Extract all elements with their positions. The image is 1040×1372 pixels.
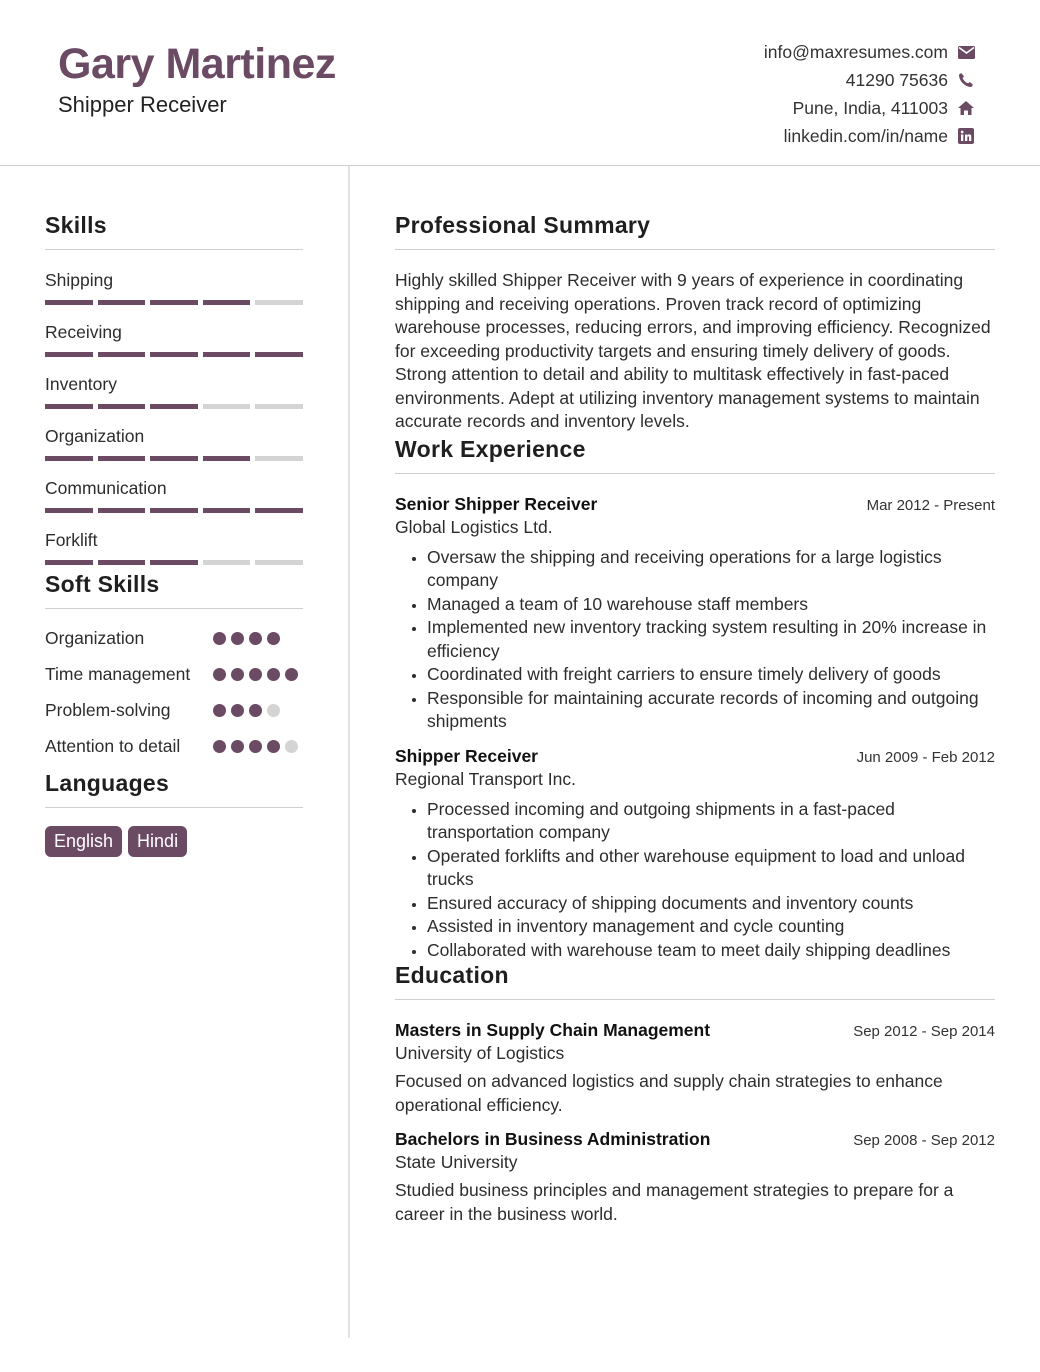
soft-skill-item	[45, 734, 303, 764]
skill-level-bar	[45, 560, 303, 565]
rating-dot	[231, 668, 244, 681]
skill-level-segment	[150, 352, 198, 357]
skill-item	[45, 477, 303, 513]
soft-skill-label: Problem-solving	[45, 700, 171, 720]
rating-dot	[249, 668, 262, 681]
contact-email-text: info@maxresumes.com	[763, 41, 948, 62]
experience-rule	[395, 473, 995, 474]
school-name: State University	[395, 1152, 518, 1172]
right-column	[395, 166, 995, 1226]
summary-heading: Professional Summary	[395, 212, 651, 238]
rating-dot	[267, 740, 280, 753]
skill-level-segment	[150, 300, 198, 305]
phone-icon	[956, 70, 976, 90]
job-bullet: • Managed a team of 10 warehouse staff members	[427, 593, 995, 617]
skill-level-bar	[45, 508, 303, 513]
skill-level-segment	[98, 456, 146, 461]
job-dates: Mar 2012 - Present	[866, 496, 995, 514]
left-column	[45, 166, 303, 857]
job-bullets	[395, 798, 995, 963]
soft-skill-item	[45, 698, 303, 728]
contact-phone-text: 41290 75636	[845, 69, 948, 90]
language-tag: English	[45, 826, 122, 857]
skill-level-segment	[45, 560, 93, 565]
languages-section	[45, 770, 303, 857]
skill-level-segment	[45, 404, 93, 409]
experience-section	[395, 436, 995, 963]
soft-skill-label: Organization	[45, 628, 145, 648]
rating-dot	[231, 632, 244, 645]
soft-skill-rating	[213, 698, 303, 728]
skill-level-segment	[98, 560, 146, 565]
skill-level-segment	[203, 560, 251, 565]
home-icon	[956, 98, 976, 118]
job-role: Senior Shipper Receiver	[395, 493, 598, 514]
summary-text: Highly skilled Shipper Receiver with 9 years of experience in coordinating shipping and receiving operations. Proven track record of optimizing warehouse processes, reducing errors, and improving efficiency. Recognized for exceeding productivity targets and ensuring timely delivery of goods. Strong attention to detail and ability to multitask effectively in fast-paced environments. Adept at utilizing inventory management systems to maintain accurate records and inventory levels.	[395, 270, 991, 431]
skill-item	[45, 529, 303, 565]
education-heading: Education	[395, 962, 509, 988]
soft-skill-item	[45, 626, 303, 656]
soft-skills-rule	[45, 608, 303, 609]
skill-level-segment	[255, 352, 303, 357]
skill-label: Forklift	[45, 530, 98, 550]
skills-heading: Skills	[45, 212, 107, 238]
contact-phone[interactable]	[576, 66, 976, 94]
skill-label: Inventory	[45, 374, 117, 394]
education-dates: Sep 2008 - Sep 2012	[853, 1132, 995, 1149]
skill-level-segment	[203, 456, 251, 461]
rating-dot	[249, 632, 262, 645]
job-company: Global Logistics Ltd.	[395, 516, 553, 537]
summary-section	[395, 166, 995, 434]
resume-header	[0, 0, 1040, 166]
rating-dot	[231, 704, 244, 717]
skill-level-segment	[203, 404, 251, 409]
education-dates: Sep 2012 - Sep 2014	[853, 1023, 995, 1040]
job-bullet: • Oversaw the shipping and receiving operations for a large logistics company	[427, 546, 995, 593]
skill-item	[45, 269, 303, 305]
skill-level-segment	[255, 456, 303, 461]
soft-skill-rating	[213, 662, 303, 692]
rating-dot	[213, 632, 226, 645]
job-entry	[395, 494, 995, 734]
linkedin-icon	[956, 126, 976, 146]
skill-level-segment	[255, 300, 303, 305]
soft-skills-section	[45, 571, 303, 764]
contact-linkedin-text: linkedin.com/in/name	[783, 125, 948, 146]
degree-name: Bachelors in Business Administration	[395, 1129, 711, 1149]
job-bullet: • Operated forklifts and other warehouse equipment to load and unload trucks	[427, 845, 995, 892]
skill-level-segment	[150, 404, 198, 409]
rating-dot	[267, 632, 280, 645]
skill-level-bar	[45, 300, 303, 305]
summary-rule	[395, 249, 995, 250]
contact-list	[576, 38, 976, 150]
education-description: Studied business principles and management strategies to prepare for a career in the business world.	[395, 1180, 954, 1224]
skill-level-segment	[98, 300, 146, 305]
rating-dot	[249, 740, 262, 753]
languages-list	[45, 826, 303, 857]
skill-level-segment	[255, 404, 303, 409]
rating-dot	[213, 668, 226, 681]
skill-level-segment	[45, 352, 93, 357]
rating-dot	[267, 668, 280, 681]
rating-dot	[285, 668, 298, 681]
contact-address-text: Pune, India, 411003	[792, 97, 948, 118]
skill-level-segment	[255, 560, 303, 565]
soft-skill-label: Attention to detail	[45, 736, 181, 756]
skill-item	[45, 321, 303, 357]
job-bullet: • Responsible for maintaining accurate records of incoming and outgoing shipments	[427, 687, 995, 734]
language-tag: Hindi	[128, 826, 187, 857]
job-bullets	[395, 546, 995, 734]
skill-level-bar	[45, 352, 303, 357]
rating-dot	[285, 740, 298, 753]
skill-label: Receiving	[45, 322, 122, 342]
skill-level-bar	[45, 404, 303, 409]
skills-list	[45, 269, 303, 565]
skill-level-bar	[45, 456, 303, 461]
skill-item	[45, 373, 303, 409]
soft-skill-rating	[213, 734, 303, 764]
soft-skills-list	[45, 626, 303, 764]
skill-level-segment	[150, 456, 198, 461]
job-dates: Jun 2009 - Feb 2012	[856, 748, 995, 766]
skill-level-segment	[255, 508, 303, 513]
skills-section	[45, 166, 303, 565]
education-section	[395, 962, 995, 1226]
skill-label: Communication	[45, 478, 167, 498]
skill-level-segment	[203, 508, 251, 513]
education-rule	[395, 999, 995, 1000]
skill-level-segment	[45, 456, 93, 461]
education-description: Focused on advanced logistics and supply chain strategies to enhance operational efficiency.	[395, 1071, 943, 1115]
contact-address	[576, 94, 976, 122]
candidate-name: Gary Martinez	[58, 40, 336, 88]
soft-skills-heading: Soft Skills	[45, 571, 160, 597]
skills-rule	[45, 249, 303, 250]
job-bullet: • Ensured accuracy of shipping documents and inventory counts	[427, 892, 995, 916]
job-bullet: • Processed incoming and outgoing shipments in a fast-paced transportation company	[427, 798, 995, 845]
job-bullet: • Implemented new inventory tracking system resulting in 20% increase in efficiency	[427, 616, 995, 663]
education-entry	[395, 1129, 995, 1226]
job-company: Regional Transport Inc.	[395, 768, 576, 789]
rating-dot	[213, 704, 226, 717]
skill-label: Organization	[45, 426, 145, 446]
skill-level-segment	[45, 508, 93, 513]
job-entry	[395, 746, 995, 963]
skill-level-segment	[203, 352, 251, 357]
school-name: University of Logistics	[395, 1043, 565, 1063]
degree-name: Masters in Supply Chain Management	[395, 1020, 711, 1040]
skill-label: Shipping	[45, 270, 114, 290]
skill-level-segment	[203, 300, 251, 305]
rating-dot	[267, 704, 280, 717]
column-divider	[348, 166, 350, 1338]
languages-rule	[45, 807, 303, 808]
soft-skill-rating	[213, 626, 303, 656]
contact-linkedin[interactable]	[576, 122, 976, 150]
skill-level-segment	[98, 508, 146, 513]
job-bullet: • Coordinated with freight carriers to ensure timely delivery of goods	[427, 663, 995, 687]
rating-dot	[249, 704, 262, 717]
skill-level-segment	[150, 508, 198, 513]
candidate-title: Shipper Receiver	[58, 92, 227, 117]
rating-dot	[213, 740, 226, 753]
contact-email[interactable]	[576, 38, 976, 66]
skill-level-segment	[98, 404, 146, 409]
rating-dot	[231, 740, 244, 753]
soft-skill-item	[45, 662, 303, 692]
soft-skill-label: Time management	[45, 664, 191, 684]
job-role: Shipper Receiver	[395, 745, 538, 766]
skill-level-segment	[150, 560, 198, 565]
envelope-icon	[956, 42, 976, 62]
experience-heading: Work Experience	[395, 435, 586, 462]
education-entry	[395, 1020, 995, 1117]
languages-heading: Languages	[45, 770, 170, 796]
skill-item	[45, 425, 303, 461]
job-bullet: • Collaborated with warehouse team to meet daily shipping deadlines	[427, 939, 995, 963]
job-bullet: • Assisted in inventory management and cycle counting	[427, 915, 995, 939]
skill-level-segment	[45, 300, 93, 305]
skill-level-segment	[98, 352, 146, 357]
